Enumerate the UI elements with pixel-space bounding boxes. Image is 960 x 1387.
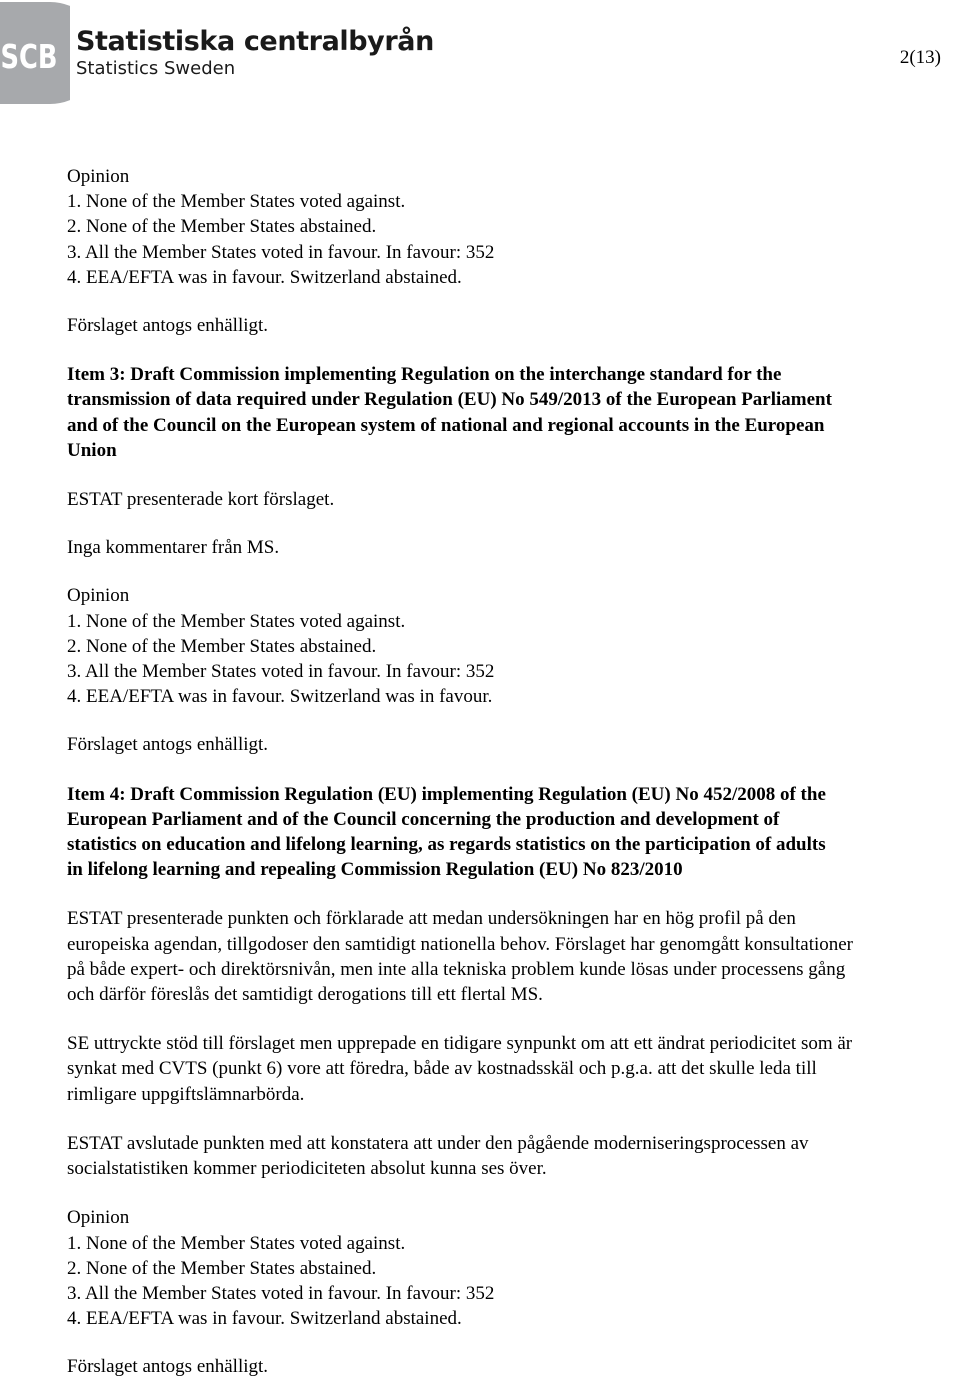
title-line: Union [67,439,117,461]
title-line: Item 3: Draft Commission implementing Regulation on the interchange standard for the [67,364,782,386]
paragraph [67,906,957,1007]
paragraph-line: på både expert- och direktörsnivån, men inte alla tekniska problem kunde lösas under processens gång [67,958,846,980]
vote-line: 1. None of the Member States voted against. [67,610,406,632]
result-line: Förslaget antogs enhälligt. [67,734,269,756]
paragraph-line: ESTAT avslutade punkten med att konstatera att under den pågående moderniseringsprocessen av [67,1132,809,1154]
brand [76,26,434,80]
vote-line: 4. EEA/EFTA was in favour. Switzerland abstained. [67,266,462,288]
vote-line: 4. EEA/EFTA was in favour. Switzerland abstained. [67,1308,462,1330]
result-line: Förslaget antogs enhälligt. [67,315,269,337]
paragraph-line: SE uttryckte stöd till förslaget men upprepade en tidigare synpunkt om att ett ändrat periodicitet som är [67,1033,853,1055]
paragraph-line: rimligare uppgiftslämnarbörda. [67,1083,305,1105]
org-name-en: Statistics Sweden [76,58,236,79]
page-number: 2(13) [899,47,941,68]
vote-line: 2. None of the Member States abstained. [67,1257,377,1279]
vote-line: 3. All the Member States voted in favour. In favour: 352 [67,661,495,683]
page-header [0,0,960,110]
paragraph [67,1131,957,1181]
vote-line: 4. EEA/EFTA was in favour. Switzerland was in favour. [67,686,493,708]
opinion-block [67,583,957,709]
document-body [67,164,957,1380]
title-line: transmission of data required under Regulation (EU) No 549/2013 of the European Parliament [67,389,832,411]
title-line: and of the Council on the European system of national and regional accounts in the European [67,414,825,436]
scb-logo [0,2,70,104]
title-line: Item 4: Draft Commission Regulation (EU) implementing Regulation (EU) No 452/2008 of the [67,783,826,805]
vote-line: 2. None of the Member States abstained. [67,635,377,657]
vote-line: 3. All the Member States voted in favour. In favour: 352 [67,241,495,263]
title-line: European Parliament and of the Council concerning the production and development of [67,808,780,830]
opinion-label: Opinion [67,585,130,607]
vote-line: 3. All the Member States voted in favour. In favour: 352 [67,1282,495,1304]
opinion-block [67,164,957,290]
item-4-title [67,782,957,883]
paragraph-line: europeiska agendan, tillgodoser den samtidigt nationella behov. Förslaget har genomgått konsultationer [67,933,854,955]
svg-text:SCB: SCB [0,37,58,76]
paragraph-line: synkat med CVTS (punkt 6) vore att föredra, både av kostnadsskäl och p.g.a. att det skulle leda till [67,1058,817,1080]
paragraph-line: socialstatistiken kommer periodiciteten absolut kunna ses över. [67,1158,547,1180]
paragraph-line: och därför föreslås det samtidigt derogations till ett flertal MS. [67,984,543,1006]
item-3-title [67,362,957,463]
vote-line: 1. None of the Member States voted against. [67,1232,406,1254]
paragraph: Inga kommentarer från MS. [67,537,280,559]
vote-line: 2. None of the Member States abstained. [67,216,377,238]
title-line: in lifelong learning and repealing Commission Regulation (EU) No 823/2010 [67,859,683,881]
paragraph-line: ESTAT presenterade punkten och förklarade att medan undersökningen har en hög profil på den [67,908,796,930]
opinion-label: Opinion [67,1207,130,1229]
paragraph: ESTAT presenterade kort förslaget. [67,489,335,511]
opinion-label: Opinion [67,166,130,187]
org-name: Statistiska centralbyrån [76,26,434,57]
paragraph [67,1031,957,1107]
title-line: statistics on education and lifelong learning, as regards statistics on the participation of adults [67,834,826,856]
opinion-block [67,1205,957,1331]
vote-line: 1. None of the Member States voted against. [67,191,406,213]
result-line: Förslaget antogs enhälligt. [67,1356,269,1378]
